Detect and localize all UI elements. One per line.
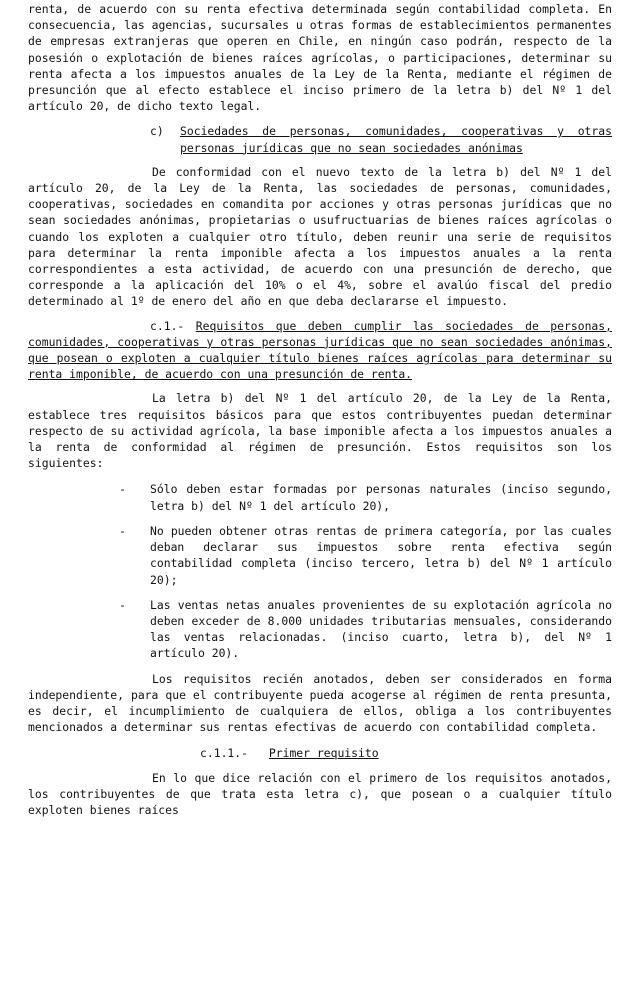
bullet-dash: - bbox=[119, 523, 126, 538]
list-item-text: Las ventas netas anuales provenientes de su explotación agrícola no deben exceder de 8.000 unidades tributarias mensuales, considerando las ventas relacionadas. (inciso cuarto, letra b), del Nº 1 artículo 20). bbox=[150, 597, 612, 661]
subsection-c1-heading bbox=[28, 318, 612, 383]
subsection-c11-heading bbox=[200, 745, 612, 761]
list-item bbox=[28, 523, 612, 588]
subsection-c11-number: c.1.1.- bbox=[200, 746, 249, 761]
section-c-body: De conformidad con el nuevo texto de la letra b) del Nº 1 del artículo 20, de la Ley de la Renta, las sociedades de personas, comunidades, cooperativas, sociedades en comandita por acciones y otras personas jurídicas que no sean sociedades anónimas, propietarias o usufructuarias de bienes raíces agrícolas o cuando los exploten a cualquier otro título, deben reunir una serie de requisitos para determinar la renta imponible afecta a los impuestos anuales a la renta correspondientes a esta actividad, de acuerdo con una presunción de derecho, que corresponde a la aplicación del 10% o el 4%, sobre el avalúo fiscal del predio determinado al 1º de enero del año en que deba declararse el impuesto. bbox=[28, 164, 612, 309]
subsection-c11-body: En lo que dice relación con el primero de los requisitos anotados, los contribuyentes de que trata esta letra c), que posean o a cualquier título exploten bienes raíces bbox=[28, 770, 612, 817]
list-item-text: No pueden obtener otras rentas de primera categoría, por las cuales deban declarar sus impuestos sobre renta efectiva según contabilidad completa (inciso tercero, letra b) del Nº 1 artículo 20); bbox=[150, 523, 612, 587]
intro-paragraph: renta, de acuerdo con su renta efectiva determinada según contabilidad completa. En consecuencia, las agencias, sucursales u otras formas de establecimientos permanentes de empresas extranjeras que operen en Chile, en ningún caso podrán, respecto de la posesión o explotación de bienes raíces agrícolas, o participaciones, determinar su renta afecta a los impuestos anuales de la Ley de la Renta, mediante el régimen de presunción que al efecto establece el inciso primero de la letra b) del Nº 1 del artículo 20, de dicho texto legal. bbox=[28, 2, 612, 114]
after-list-paragraph: Los requisitos recién anotados, deben ser considerados en forma independiente, para que el contribuyente pueda acogerse al régimen de renta presunta, es decir, el incumplimiento de cualquiera de ellos, obliga a los contribuyentes mencionados a determinar sus rentas efectivas de acuerdo con contabilidad completa. bbox=[28, 671, 612, 735]
subsection-c1-title: Requisitos que deben cumplir las sociedades de personas, comunidades, cooperativas y otras personas jurídicas que no sean sociedades anónimas, que posean o exploten a cualquier título bienes raíces agrícolas para determinar su renta imponible, de acuerdo con una presunción de renta. bbox=[28, 318, 612, 382]
section-c-letter: c) bbox=[150, 124, 164, 139]
section-c-title: Sociedades de personas, comunidades, cooperativas y otras personas jurídicas que no sean sociedades anónimas bbox=[180, 124, 612, 155]
list-item bbox=[28, 597, 612, 662]
subsection-c1-number: c.1.- bbox=[150, 318, 185, 333]
subsection-c11-title: Primer requisito bbox=[268, 746, 379, 761]
list-item-text: Sólo deben estar formadas por personas naturales (inciso segundo, letra b) del Nº 1 del artículo 20), bbox=[150, 482, 612, 513]
requirements-list bbox=[28, 481, 612, 661]
subsection-c1-body: La letra b) del Nº 1 del artículo 20, de la Ley de la Renta, establece tres requisitos básicos para que estos contribuyentes puedan determinar respecto de su actividad agrícola, la base imponible afecta a los impuestos anuales a la renta de conformidad al régimen de presunción. Estos requisitos son los siguientes: bbox=[28, 391, 612, 471]
list-item bbox=[28, 481, 612, 513]
bullet-dash: - bbox=[119, 597, 126, 612]
section-c-heading bbox=[150, 123, 612, 155]
bullet-dash: - bbox=[119, 482, 126, 497]
document-page bbox=[28, 0, 612, 818]
